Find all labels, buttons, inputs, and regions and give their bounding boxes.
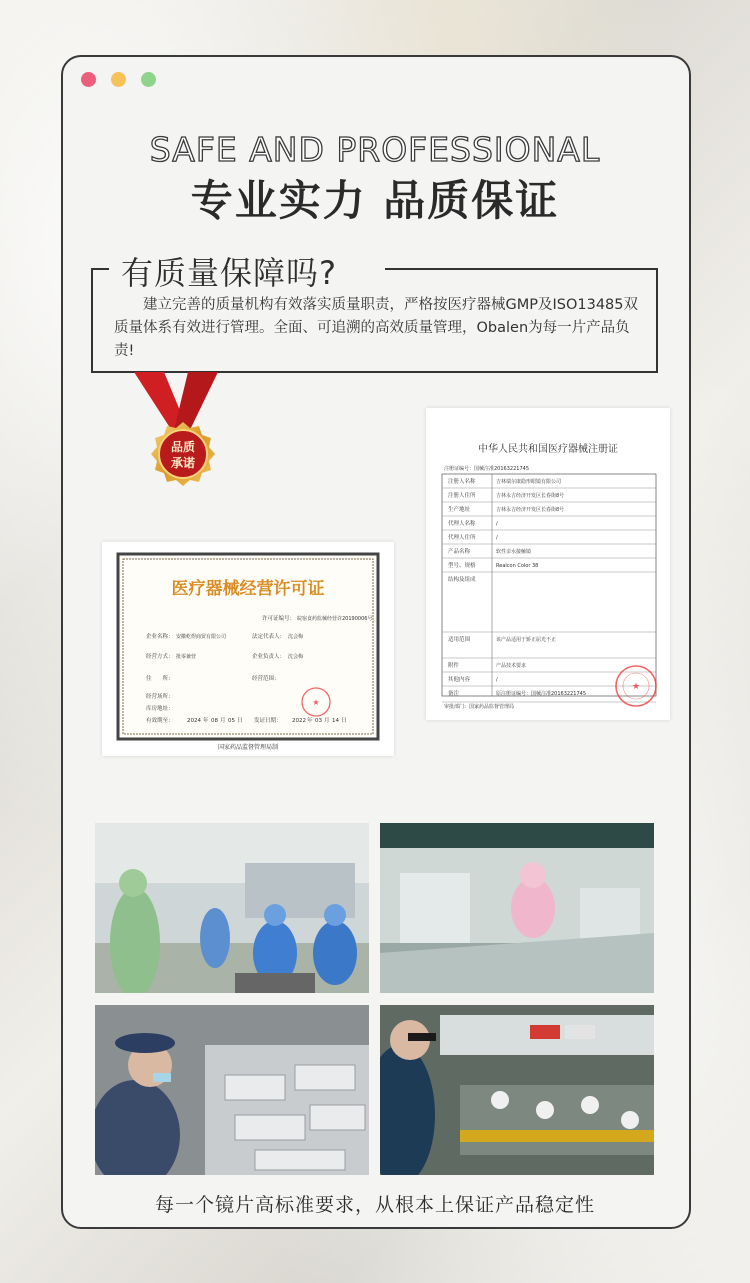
svg-text:★: ★	[312, 698, 320, 707]
registration-row-label: 代理人住所	[448, 535, 476, 541]
license-field-label: 库房地址：	[146, 706, 174, 712]
registration-row-label: 代理人名称	[448, 521, 476, 527]
license-right-label: 企业负责人：	[252, 654, 286, 660]
valid-day: 05	[228, 718, 235, 724]
license-field-label: 企业名称：	[146, 634, 174, 640]
window-dot-yellow	[111, 72, 126, 87]
svg-text:年: 年	[307, 718, 313, 724]
registration-row-value: /	[496, 677, 498, 683]
quality-frame-top-right	[385, 268, 658, 270]
license-field-value: 批零兼营	[176, 654, 197, 660]
registration-row-label: 备注	[448, 691, 460, 697]
license-no-label: 许可证编号：	[262, 616, 296, 622]
registration-number: 注册证编号：国械注准20163221745	[444, 466, 529, 472]
valid-year: 2024	[187, 718, 201, 724]
registration-row-value: 软性亲水接触镜	[496, 549, 532, 555]
svg-text:月: 月	[324, 718, 330, 724]
valid-month: 08	[211, 718, 218, 724]
quality-description: 建立完善的质量机构有效落实质量职责，严格按医疗器械GMP及ISO13485双质量体系有效进行管理。全面、可追溯的高效质量管理，Obalen为每一片产品负责!	[114, 297, 639, 359]
registration-row-label: 型号、规格	[448, 563, 476, 569]
title-english: SAFE AND PROFESSIONAL	[149, 130, 601, 169]
footer-caption: 每一个镜片高标准要求，从根本上保证产品稳定性	[154, 1194, 595, 1216]
registration-row-value: 原注册证编号：国械注准20163221745	[496, 691, 586, 697]
registration-row-label: 其他内容	[448, 677, 471, 683]
license-right-value: 沈会梅	[288, 654, 304, 660]
svg-text:日: 日	[237, 718, 243, 724]
issue-year: 2022	[292, 718, 306, 724]
registration-row-value: 吉林永吉经济开发区长春街8号	[496, 493, 565, 499]
license-authority: 国家药品监督管理局制	[217, 744, 279, 751]
quality-medal-icon	[128, 368, 238, 498]
registration-row-value: 产品技术要求	[496, 663, 527, 669]
quality-question: 有质量保障吗?	[121, 254, 337, 292]
photo-cleanroom-workers	[95, 823, 369, 993]
quality-frame-top-left	[91, 268, 109, 270]
photo-lab-technician	[380, 823, 654, 993]
registration-certificate	[426, 408, 670, 720]
license-title: 医疗器械经营许可证	[171, 579, 325, 599]
registration-row-label: 生产地址	[448, 507, 471, 513]
photo-worker-inspecting-trays	[95, 1005, 369, 1175]
registration-row-label: 注册人名称	[448, 479, 476, 485]
license-right-label: 经营范围：	[252, 676, 280, 682]
registration-row-label: 附件	[448, 663, 460, 669]
registration-row-label: 产品名称	[448, 549, 471, 555]
registration-row-label: 注册人住所	[448, 493, 476, 499]
svg-text:年: 年	[203, 718, 209, 724]
license-field-label: 经营方式：	[146, 654, 174, 660]
license-field-label: 住 所：	[146, 676, 174, 682]
registration-row-value: /	[496, 521, 498, 527]
registration-footer: 审批部门：国家药品监督管理局	[444, 704, 515, 710]
license-field-value: 安徽屹煜商贸有限公司	[176, 634, 227, 640]
registration-row-value: 吉林瑞尔康隐形眼镜有限公司	[496, 479, 562, 485]
svg-text:★: ★	[631, 682, 641, 692]
window-dot-green	[141, 72, 156, 87]
window-dot-red	[81, 72, 96, 87]
registration-row-value: 该产品适用于矫正屈光不正	[496, 637, 557, 643]
license-right-value: 沈会梅	[288, 634, 304, 640]
issue-month: 03	[315, 718, 322, 724]
registration-row-value: Realcon Color 38	[496, 563, 539, 569]
registration-title: 中华人民共和国医疗器械注册证	[478, 444, 618, 455]
registration-row-label: 结构及组成	[448, 577, 476, 583]
svg-text:月: 月	[220, 718, 226, 724]
valid-label: 有效期至：	[146, 718, 174, 724]
photo-automated-production-line	[380, 1005, 654, 1175]
title-chinese: 专业实力 品质保证	[190, 176, 560, 225]
svg-text:日: 日	[341, 718, 347, 724]
license-right-label: 法定代表人：	[252, 634, 286, 640]
license-field-label: 经营场所：	[146, 694, 174, 700]
medal-label-1: 品质	[170, 440, 196, 454]
license-no: 皖宿食药监械经营许20190006号	[297, 616, 373, 622]
issue-day: 14	[332, 718, 339, 724]
medal-label-2: 承诺	[170, 456, 196, 470]
business-license-certificate	[102, 542, 394, 756]
registration-row-value: 吉林永吉经济开发区长春街8号	[496, 507, 565, 513]
registration-row-value: /	[496, 535, 498, 541]
registration-row-label: 适用范围	[448, 637, 471, 643]
issue-label: 发证日期：	[254, 718, 282, 724]
